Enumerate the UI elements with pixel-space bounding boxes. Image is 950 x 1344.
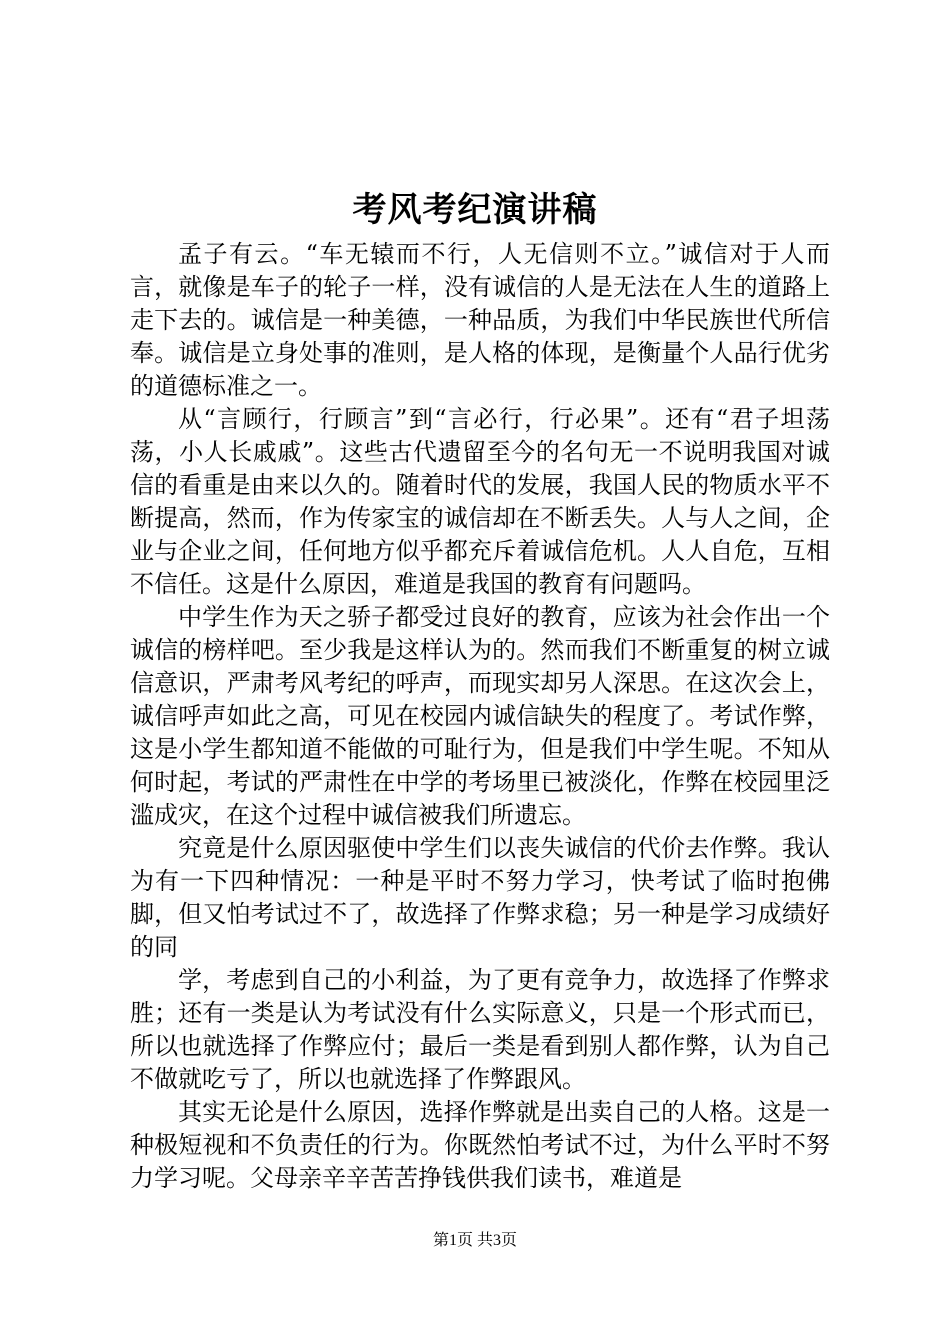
paragraph: 究竟是什么原因驱使中学生们以丧失诚信的代价去作弊。我认为有一下四种情况：一种是平时不努力学习，快考试了临时抱佛脚，但又怕考试过不了，故选择了作弊求稳；另一种是学习成绩好的同: [130, 834, 830, 961]
paragraph: 从“言顾行，行顾言”到“言必行，行必果”。还有“君子坦荡荡，小人长戚戚”。这些古代遗留至今的名句无一不说明我国对诚信的看重是由来以久的。随着时代的发展，我国人民的物质水平不断提高，然而，作为传家宝的诚信却在不断丢失。人与人之间，企业与企业之间，任何地方似乎都充斥着诚信危机。人人自危，互相不信任。这是什么原因，难道是我国的教育有问题吗。: [130, 405, 830, 598]
paragraph: 其实无论是什么原因，选择作弊就是出卖自己的人格。这是一种极短视和不负责任的行为。你既然怕考试不过，为什么平时不努力学习呢。父母亲辛辛苦苦挣钱供我们读书，难道是: [130, 1098, 830, 1192]
page-title: 考风考纪演讲稿: [352, 190, 598, 230]
page-number-footer: 第1页 共3页: [432, 1232, 517, 1249]
document-body: [130, 238, 830, 1195]
paragraph: 孟子有云。“车无辕而不行，人无信则不立。”诚信对于人而言，就像是车子的轮子一样，没有诚信的人是无法在人生的道路上走下去的。诚信是一种美德，一种品质，为我们中华民族世代所信奉。诚信是立身处事的准则，是人格的体现，是衡量个人品行优劣的道德标准之一。: [130, 240, 830, 400]
paragraph: 中学生作为天之骄子都受过良好的教育，应该为社会作出一个诚信的榜样吧。至少我是这样认为的。然而我们不断重复的树立诚信意识，严肃考风考纪的呼声，而现实却另人深思。在这次会上，诚信呼声如此之高，可见在校园内诚信缺失的程度了。考试作弊，这是小学生都知道不能做的可耻行为，但是我们中学生呢。不知从何时起，考试的严肃性在中学的考场里已被淡化，作弊在校园里泛滥成灾，在这个过程中诚信被我们所遗忘。: [130, 603, 830, 829]
paragraph: 学，考虑到自己的小利益，为了更有竞争力，故选择了作弊求胜；还有一类是认为考试没有什么实际意义，只是一个形式而已，所以也就选择了作弊应付；最后一类是看到别人都作弊，认为自己不做就吃亏了，所以也就选择了作弊跟风。: [130, 966, 830, 1093]
